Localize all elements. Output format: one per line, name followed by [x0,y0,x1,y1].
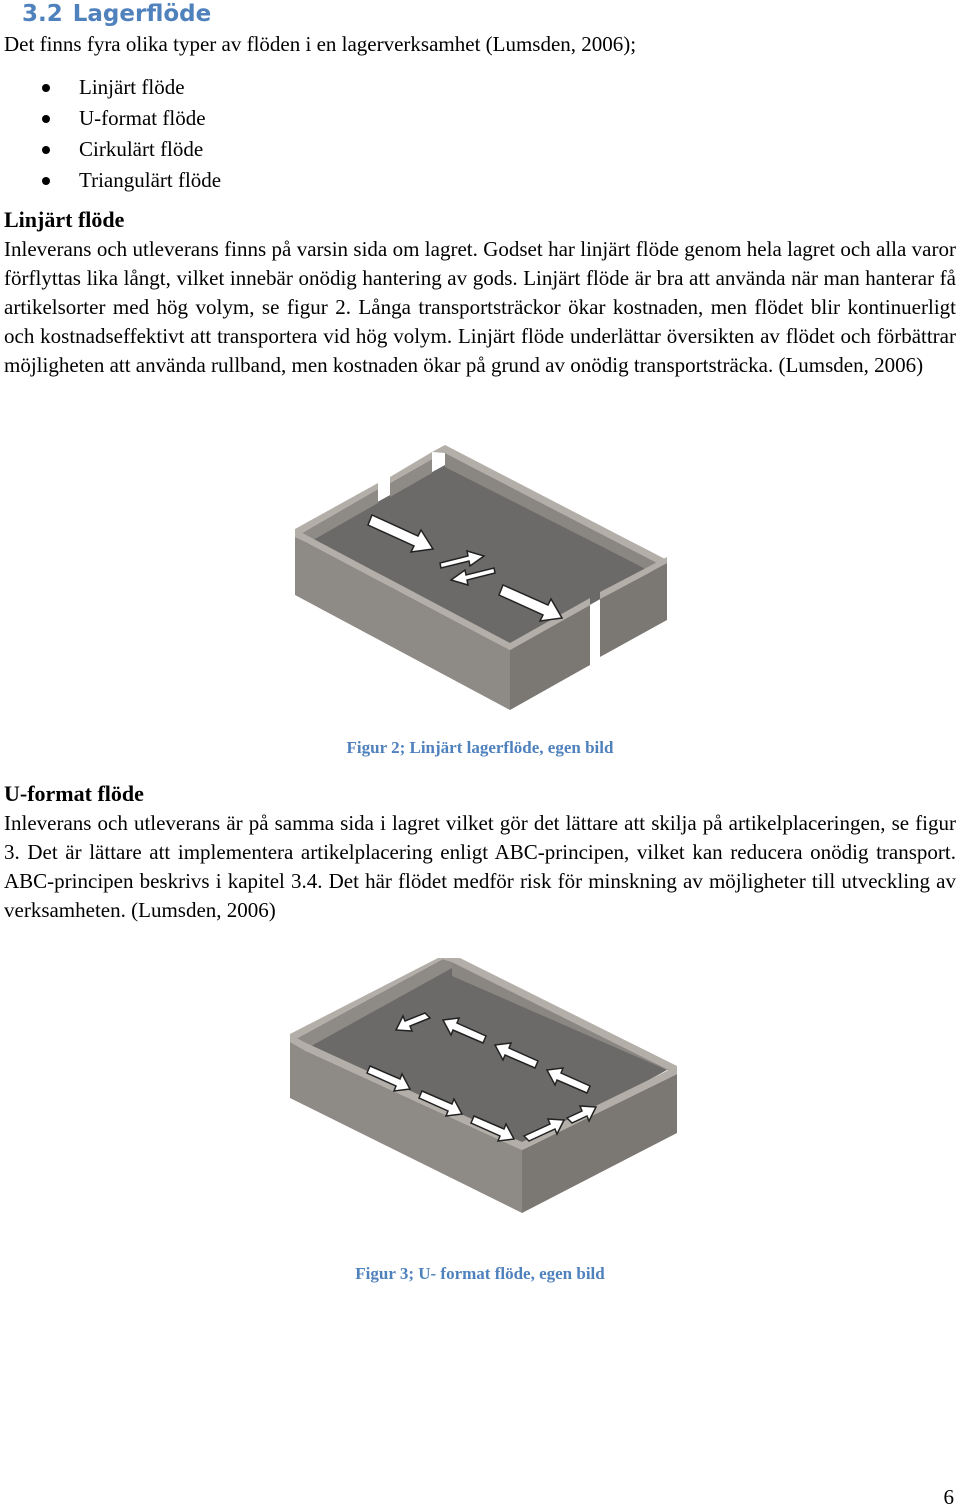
list-item: Cirkulärt flöde [0,134,221,165]
figure-3-caption: Figur 3; U- format flöde, egen bild [355,1264,605,1283]
intro-paragraph: Det finns fyra olika typer av flöden i en lagerverksamhet (Lumsden, 2006); [4,32,637,56]
u-flow-heading: U-format flöde [4,781,144,806]
section-title: Lagerflöde [72,1,212,27]
list-item: U-format flöde [0,103,221,134]
list-item: Triangulärt flöde [0,165,221,196]
linear-flow-heading: Linjärt flöde [4,207,125,232]
page-number: 6 [943,1485,954,1509]
bullet-icon [42,146,50,154]
figure-2-caption: Figur 2; Linjärt lagerflöde, egen bild [346,738,614,757]
bullet-icon [42,115,50,123]
list-item: Linjärt flöde [0,72,221,103]
u-flow-paragraph: Inleverans och utleverans är på samma sida i lagret vilket gör det lättare att skilja på artikelplaceringen, se figur 3. Det är lättare att implementera artikelplacering enligt ABC-principen, vilket kan reducera onödig transport. ABC-principen beskrivs i kapitel 3.4. Det här flödet medför risk för minskning av möjligheter till utveckling av verksamheten. (Lumsden, 2006) [4,811,956,922]
linear-flow-figure [290,445,675,720]
linear-flow-paragraph: Inleverans och utleverans finns på varsin sida om lagret. Godset har linjärt flöde genom hela lagret och alla varor förflyttas lika långt, vilket innebär onödig hantering av gods. Linjärt flöde är bra att använda när man hanterar få artikelsorter med hög volym, se figur 2. Långa transportsträckor ökar kostnaden, men flödet blir kontinuerligt och kostnadseffektivt att transportera vid hög volym. Linjärt flöde underlättar översikten av flödet och förbättrar möjligheten att använda rullband, men kostnaden ökar på grund av onödig transportsträcka. (Lumsden, 2006) [4,237,956,377]
flow-type-list [0,72,221,196]
bullet-icon [42,84,50,92]
u-flow-figure [282,958,682,1243]
bullet-icon [42,177,50,185]
section-number: 3.2 [22,1,63,27]
section-heading [22,0,211,28]
